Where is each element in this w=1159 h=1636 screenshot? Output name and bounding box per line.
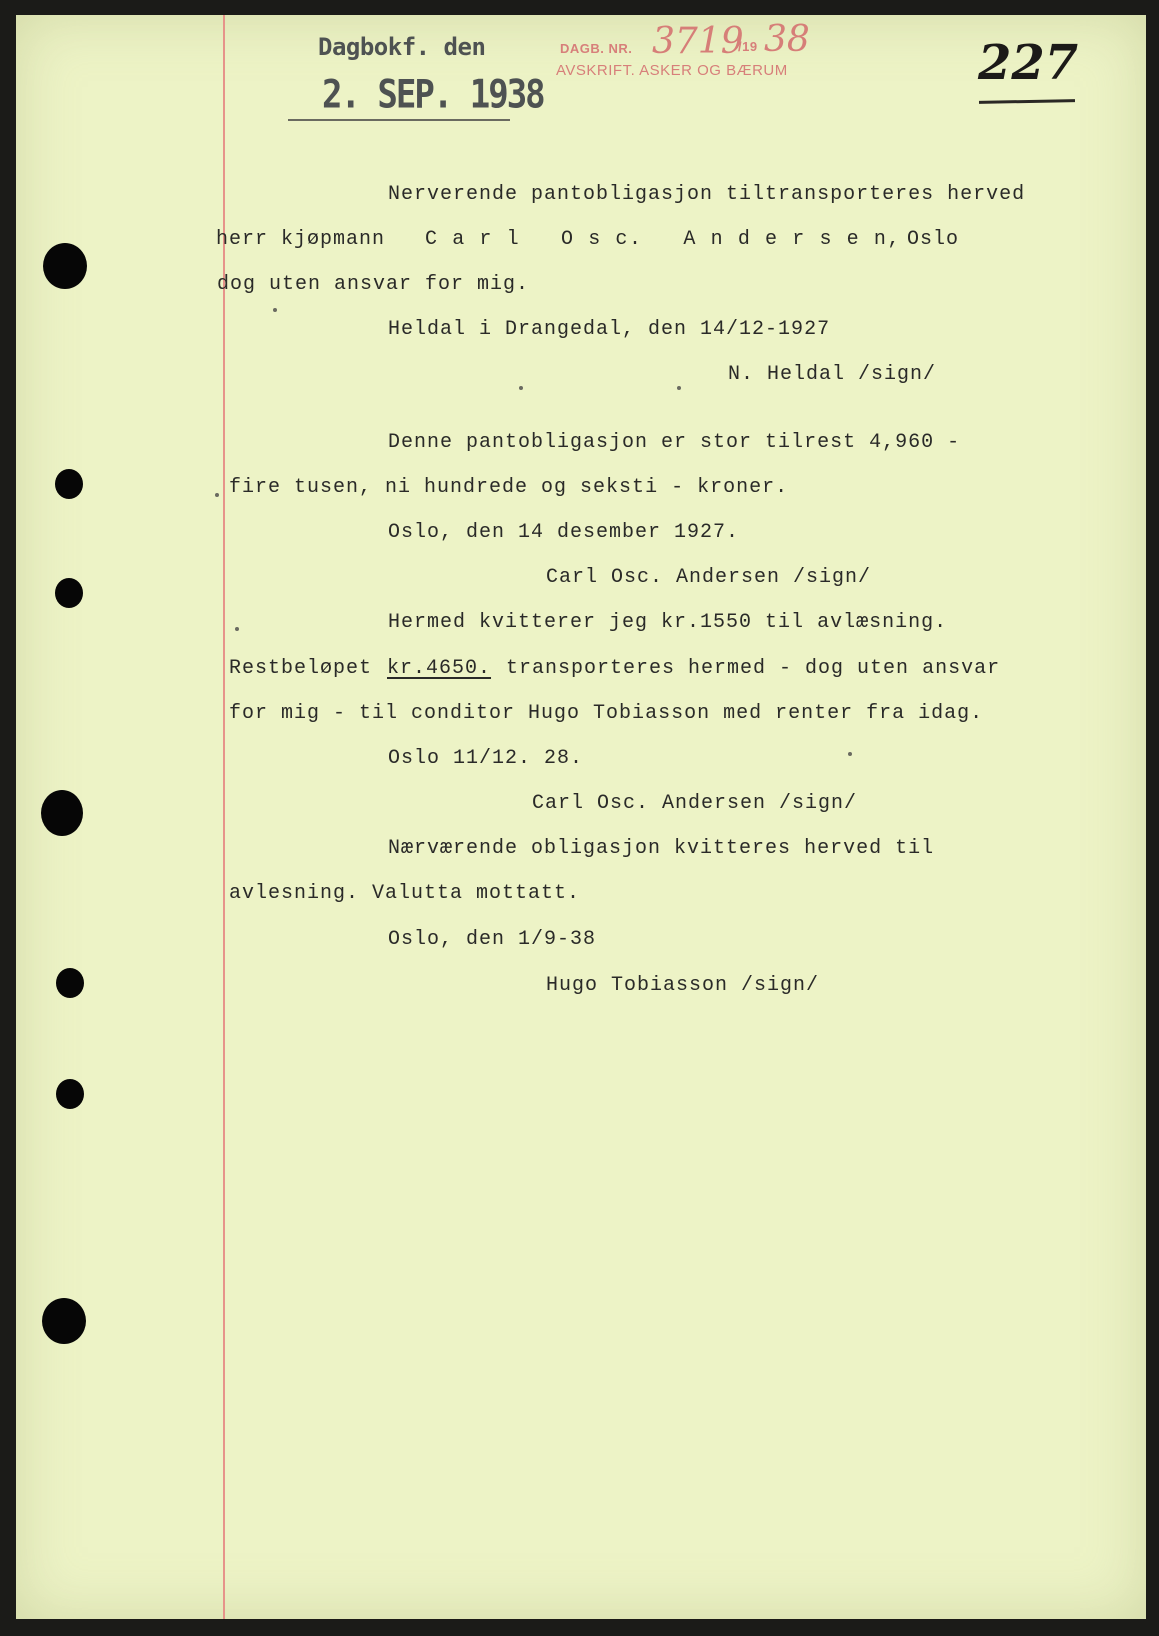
red-stamp-line1-prefix: DAGB. NR.: [560, 41, 633, 56]
text-line: Oslo, den 14 desember 1927.: [388, 521, 740, 544]
text-line: Restbeløpet: [229, 657, 373, 680]
text-line: Oslo, den 1/9-38: [388, 928, 597, 951]
text-line: Carl Osc. Andersen /sign/: [532, 792, 858, 815]
text-line: for mig - til conditor Hugo Tobiasson med renter fra idag.: [229, 702, 984, 725]
text-line: Hermed kvitterer jeg kr.1550 til avlæsning.: [388, 611, 948, 634]
red-stamp-number: 3719: [652, 21, 744, 62]
text-line: herr kjøpmann: [216, 228, 386, 251]
text-line: dog uten ansvar for mig.: [217, 273, 530, 296]
text-line: Hugo Tobiasson /sign/: [546, 974, 820, 997]
margin-rule: [223, 15, 225, 1619]
document-page: [16, 15, 1146, 1619]
stray-mark: [519, 386, 523, 390]
stamp-date-underline: [288, 119, 510, 121]
red-stamp-line2: AVSKRIFT. ASKER OG BÆRUM: [556, 62, 788, 79]
stamp-label: Dagbokf. den: [318, 33, 486, 61]
page-number-underline: [979, 99, 1075, 104]
text-line-underlined: kr.4650.: [387, 657, 492, 680]
stray-mark: [235, 627, 239, 631]
text-line: fire tusen, ni hundrede og seksti - kroner.: [229, 476, 789, 499]
text-line: Nærværende obligasjon kvitteres herved til: [388, 837, 935, 860]
text-line: Oslo: [907, 228, 960, 251]
red-stamp-year: 38: [764, 19, 810, 60]
punch-hole: [56, 968, 84, 998]
stray-mark: [677, 386, 681, 390]
punch-hole: [55, 469, 83, 499]
text-line: Denne pantobligasjon er stor tilrest 4,960 -: [388, 431, 961, 454]
text-line: transporteres hermed - dog uten ansvar: [506, 657, 1001, 680]
red-stamp-year-prefix: /19: [738, 39, 758, 54]
text-line: avlesning. Valutta mottatt.: [229, 882, 581, 905]
stray-mark: [215, 493, 219, 497]
punch-hole: [41, 790, 83, 836]
punch-hole: [55, 578, 83, 608]
text-line: Oslo 11/12. 28.: [388, 747, 584, 770]
text-line: Nerverende pantobligasjon tiltransporteres herved: [388, 183, 1026, 206]
stamp-date: 2. SEP. 1938: [322, 72, 544, 118]
punch-hole: [56, 1079, 84, 1109]
text-line: Carl Osc. Andersen /sign/: [546, 566, 872, 589]
text-line: C a r l O s c. A n d e r s e n,: [425, 228, 902, 251]
text-line: N. Heldal /sign/: [728, 363, 937, 386]
punch-hole: [42, 1298, 86, 1344]
page-number: 227: [978, 35, 1079, 91]
text-line: Heldal i Drangedal, den 14/12-1927: [388, 318, 831, 341]
stray-mark: [848, 752, 852, 756]
punch-hole: [43, 243, 87, 289]
stray-mark: [273, 308, 277, 312]
